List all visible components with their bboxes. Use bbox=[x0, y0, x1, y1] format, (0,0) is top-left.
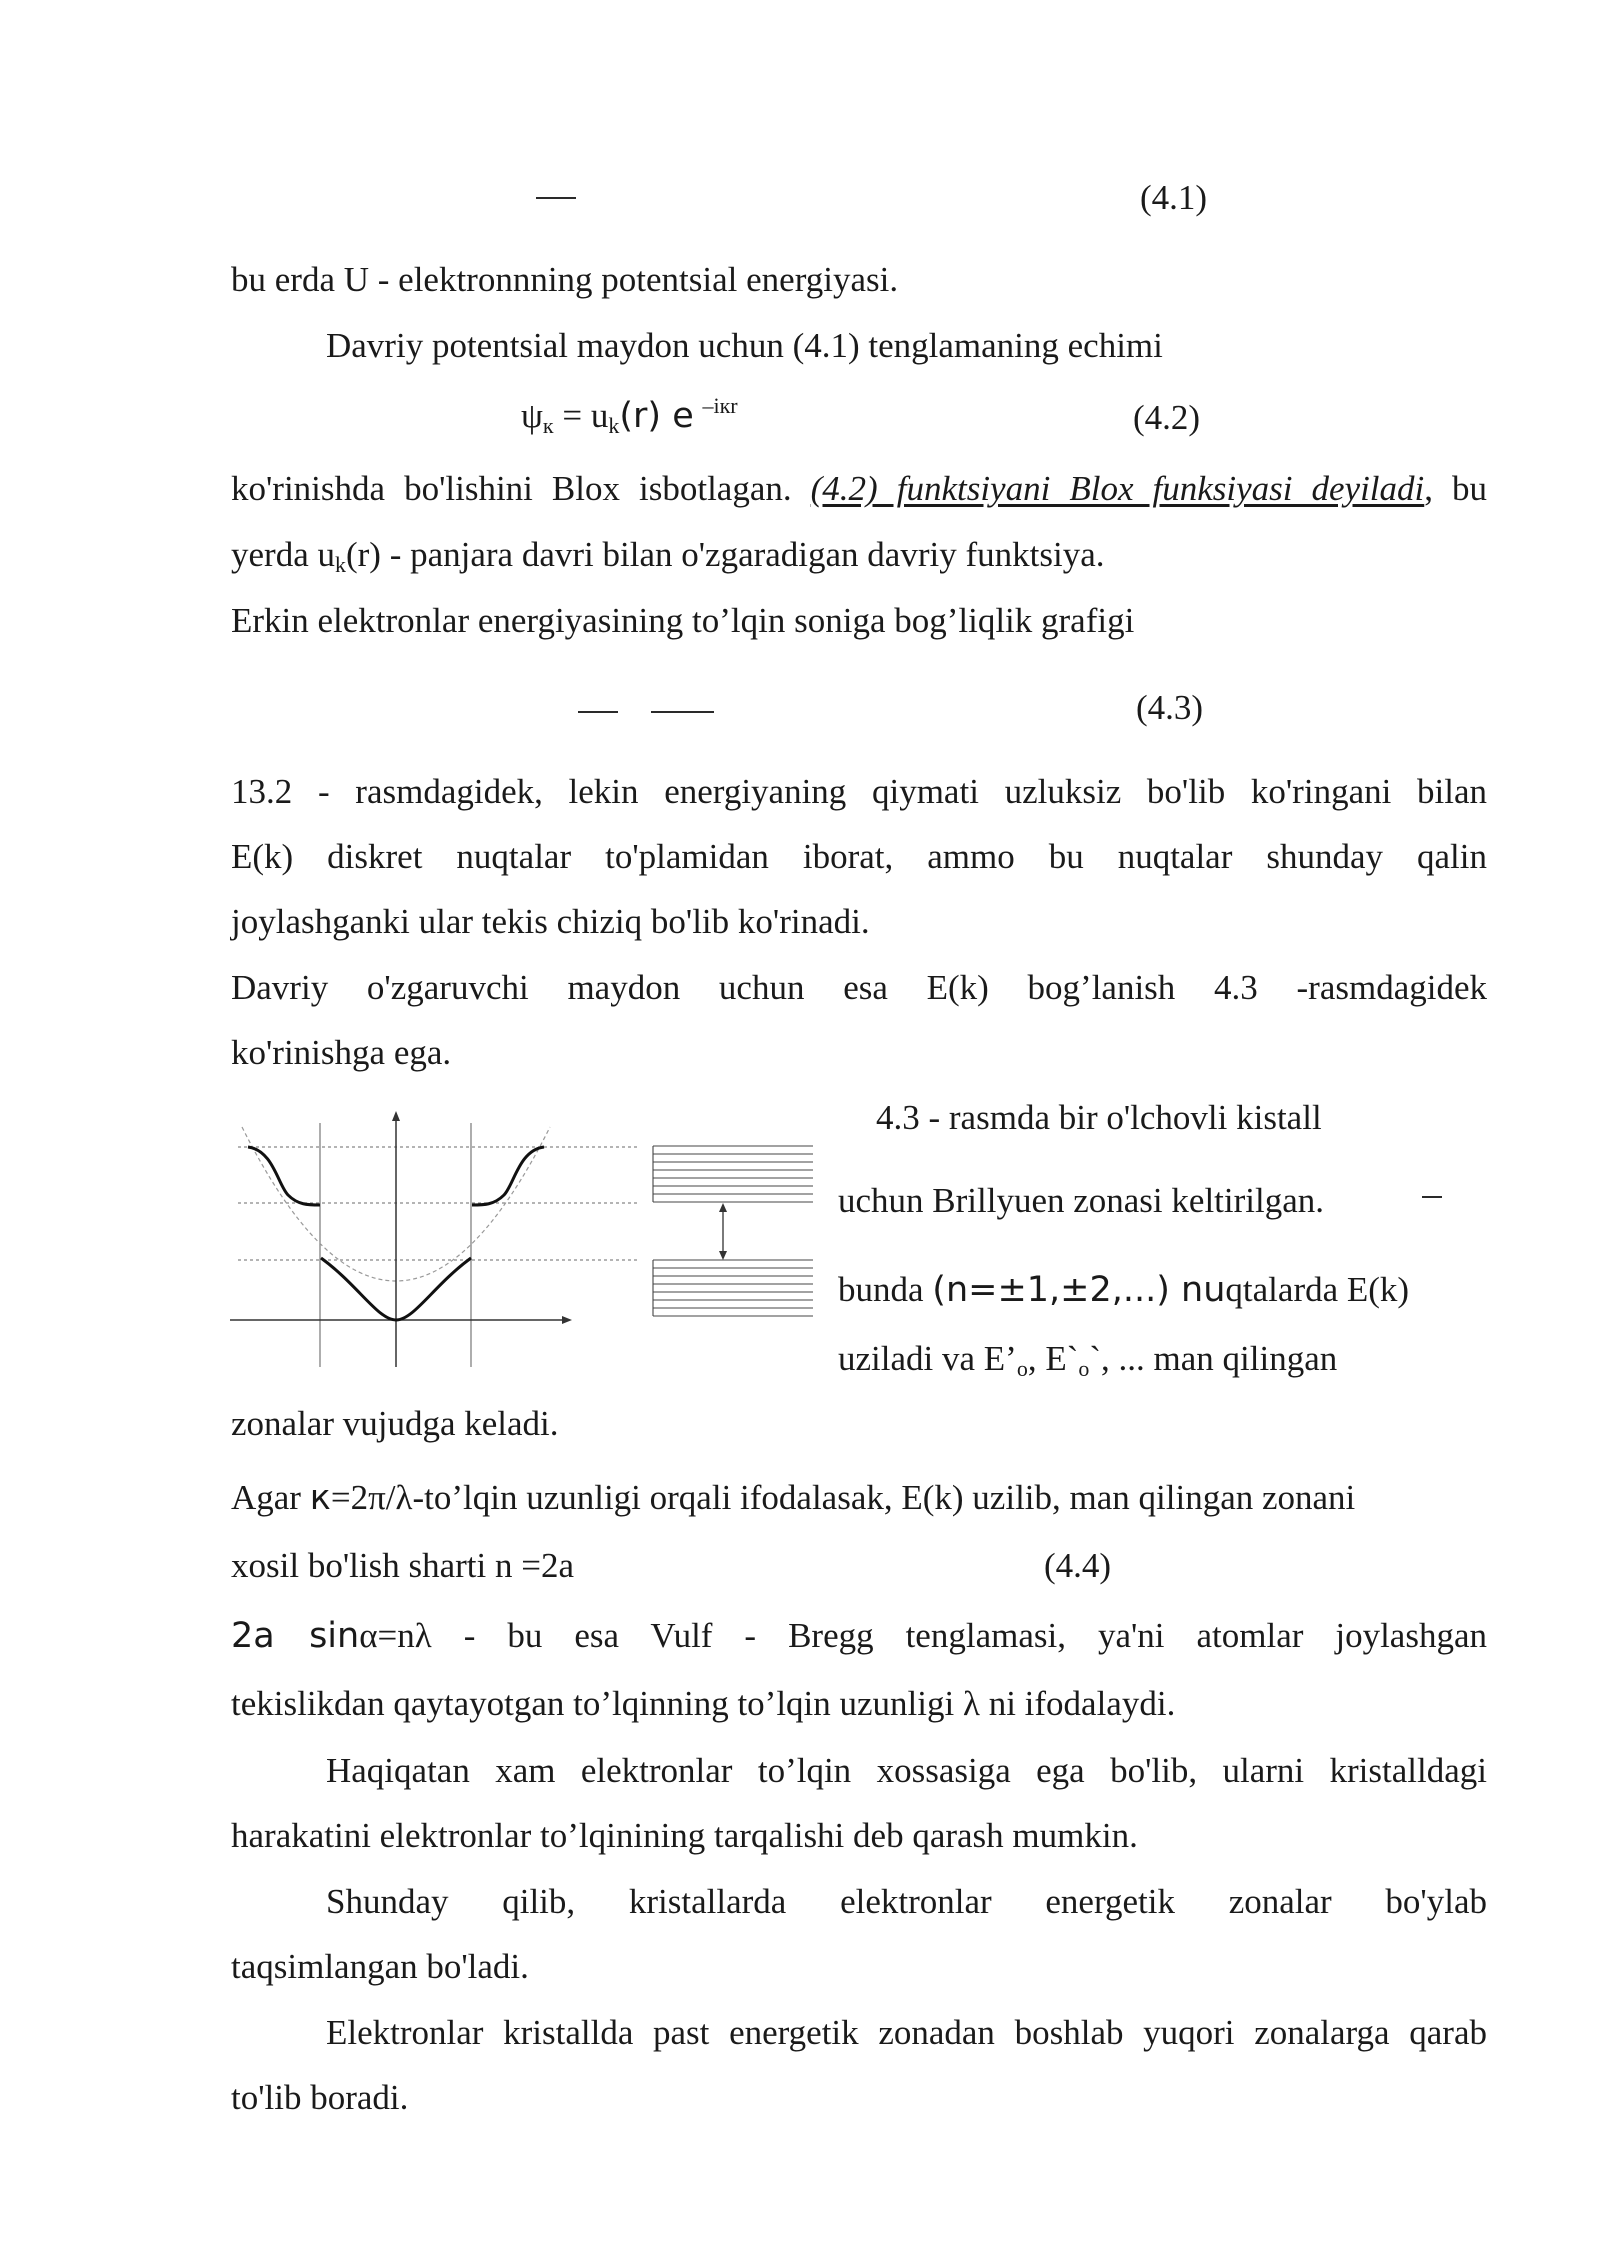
equation-number-4-3: (4.3) bbox=[1136, 688, 1204, 727]
blox-proof-end: , bu bbox=[1424, 469, 1488, 508]
equation-number-4-2: (4.2) bbox=[1133, 398, 1201, 437]
equation-number-4-4: (4.4) bbox=[1044, 1546, 1112, 1585]
band-gap-arrowhead-bottom bbox=[719, 1251, 727, 1260]
paragraph-line: to'lib boradi. bbox=[231, 2078, 409, 2117]
equation-equals: = u bbox=[562, 396, 609, 435]
forbidden-zone-a: uziladi va E’ bbox=[838, 1339, 1017, 1378]
blox-proof-start: ko'rinishda bo'lishini Blox isbotlagan. bbox=[231, 469, 792, 508]
periodic-function-end: (r) - panjara davri bilan o'zgaradigan davriy funktsiya. bbox=[345, 535, 1105, 574]
forbidden-zone-c: `, ... man qilingan bbox=[1089, 1339, 1338, 1378]
figure-caption-line: 4.3 - rasmda bir o'lchovli kistall bbox=[876, 1098, 1322, 1137]
paragraph-line: Haqiqatan xam elektronlar to’lqin xossasiga ega bo'lib, ularni kristalldagi bbox=[326, 1751, 1487, 1790]
blox-function-definition: (4.2) funktsiyani Blox funksiyasi deyiladi bbox=[810, 469, 1425, 508]
fraction-bar bbox=[536, 197, 576, 199]
forbidden-zone-b: , E` bbox=[1027, 1339, 1079, 1378]
paragraph-line: ko'rinishga ega. bbox=[231, 1033, 452, 1072]
fraction-bar bbox=[651, 711, 714, 713]
figure-caption-line bbox=[838, 1339, 1338, 1381]
periodic-function-start: yerda u bbox=[231, 535, 335, 574]
psi-subscript: к bbox=[542, 413, 554, 438]
paragraph-line: taqsimlangan bo'ladi. bbox=[231, 1947, 529, 1986]
band-structure-figure bbox=[228, 1105, 828, 1370]
paragraph-line: Shunday qilib, kristallarda elektronlar energetik zonalar bo'ylab bbox=[326, 1882, 1487, 1921]
forbidden-zone-sub1: o bbox=[1016, 1356, 1028, 1381]
paragraph-line: tekislikdan qaytayotgan to’lqinning to’lqin uzunligi λ ni ifodalaydi. bbox=[231, 1684, 1176, 1723]
paragraph-line: 13.2 - rasmdagidek, lekin energiyaning qiymati uzluksiz bo'lib ko'ringani bilan bbox=[231, 772, 1487, 811]
forbidden-zone-sub2: o bbox=[1078, 1356, 1090, 1381]
paragraph-line: zonalar vujudga keladi. bbox=[231, 1404, 559, 1443]
agar-word: Agar bbox=[231, 1478, 301, 1517]
equation-4-2 bbox=[521, 393, 738, 438]
upper-band-left bbox=[248, 1147, 320, 1205]
bragg-formula-start: 2a sin bbox=[231, 1616, 360, 1656]
wave-number-text: =2π/λ-to’lqin uzunligi orqali ifodalasak, E(k) uzilib, man qilingan zonani bbox=[330, 1478, 1356, 1517]
k-axis-arrow bbox=[562, 1316, 572, 1324]
points-break: qtalarda E(k) bbox=[1225, 1270, 1410, 1309]
periodic-function-subscript: k bbox=[334, 552, 346, 577]
bragg-text: - bu esa Vulf - Bregg tenglamasi, ya'ni atomlar joylashgan bbox=[463, 1616, 1487, 1655]
kappa-symbol: к bbox=[309, 1478, 331, 1518]
psi-symbol: ψ bbox=[521, 396, 543, 435]
exponent: –iкr bbox=[702, 393, 738, 418]
paragraph-free-electron-graph: Erkin elektronlar energiyasining to’lqin soniga bog’liqlik grafigi bbox=[231, 601, 1135, 640]
fraction-bar bbox=[578, 711, 618, 713]
paragraph-line: Elektronlar kristallda past energetik zonadan boshlab yuqori zonalarga qarab bbox=[326, 2013, 1487, 2052]
paragraph-potential-energy: bu erda U - elektronnning potentsial energiyasi. bbox=[231, 260, 899, 299]
paragraph-wave-number bbox=[231, 1480, 1355, 1516]
energy-axis-arrow bbox=[392, 1111, 400, 1121]
equation-number-4-1: (4.1) bbox=[1140, 178, 1208, 217]
paragraph-line: harakatini elektronlar to’lqinining tarqalishi deb qarash mumkin. bbox=[231, 1816, 1138, 1855]
band-gap-arrowhead-top bbox=[719, 1203, 727, 1212]
fraction-bar bbox=[1422, 1196, 1442, 1198]
figure-caption-line: uchun Brillyuen zonasi keltirilgan. bbox=[838, 1181, 1325, 1220]
bunda-word: bunda bbox=[838, 1270, 924, 1309]
paragraph-line: E(k) diskret nuqtalar to'plamidan iborat, ammo bu nuqtalar shunday qalin bbox=[231, 837, 1487, 876]
paragraph-periodic-potential: Davriy potentsial maydon uchun (4.1) tenglamaning echimi bbox=[326, 326, 1163, 365]
figure-caption-line bbox=[838, 1272, 1409, 1308]
allowed-band-upper bbox=[653, 1146, 813, 1202]
paragraph-blox-proof bbox=[231, 471, 1487, 506]
allowed-band-lower bbox=[653, 1260, 813, 1316]
equation-rest: (r) e bbox=[619, 396, 694, 436]
n-values: (n=±1,±2,...) nu bbox=[932, 1270, 1226, 1310]
upper-band-right bbox=[472, 1147, 544, 1205]
paragraph-bragg bbox=[231, 1618, 1487, 1654]
paragraph-condition: xosil bo'lish sharti n =2a bbox=[231, 1546, 574, 1585]
u-subscript: k bbox=[608, 413, 620, 438]
paragraph-line: Davriy o'zgaruvchi maydon uchun esa E(k) bog’lanish 4.3 -rasmdagidek bbox=[231, 968, 1487, 1007]
bragg-formula-end: α=nλ bbox=[359, 1616, 432, 1655]
paragraph-line: joylashganki ular tekis chiziq bo'lib ko'rinadi. bbox=[231, 902, 870, 941]
paragraph-periodic-function bbox=[231, 535, 1105, 577]
